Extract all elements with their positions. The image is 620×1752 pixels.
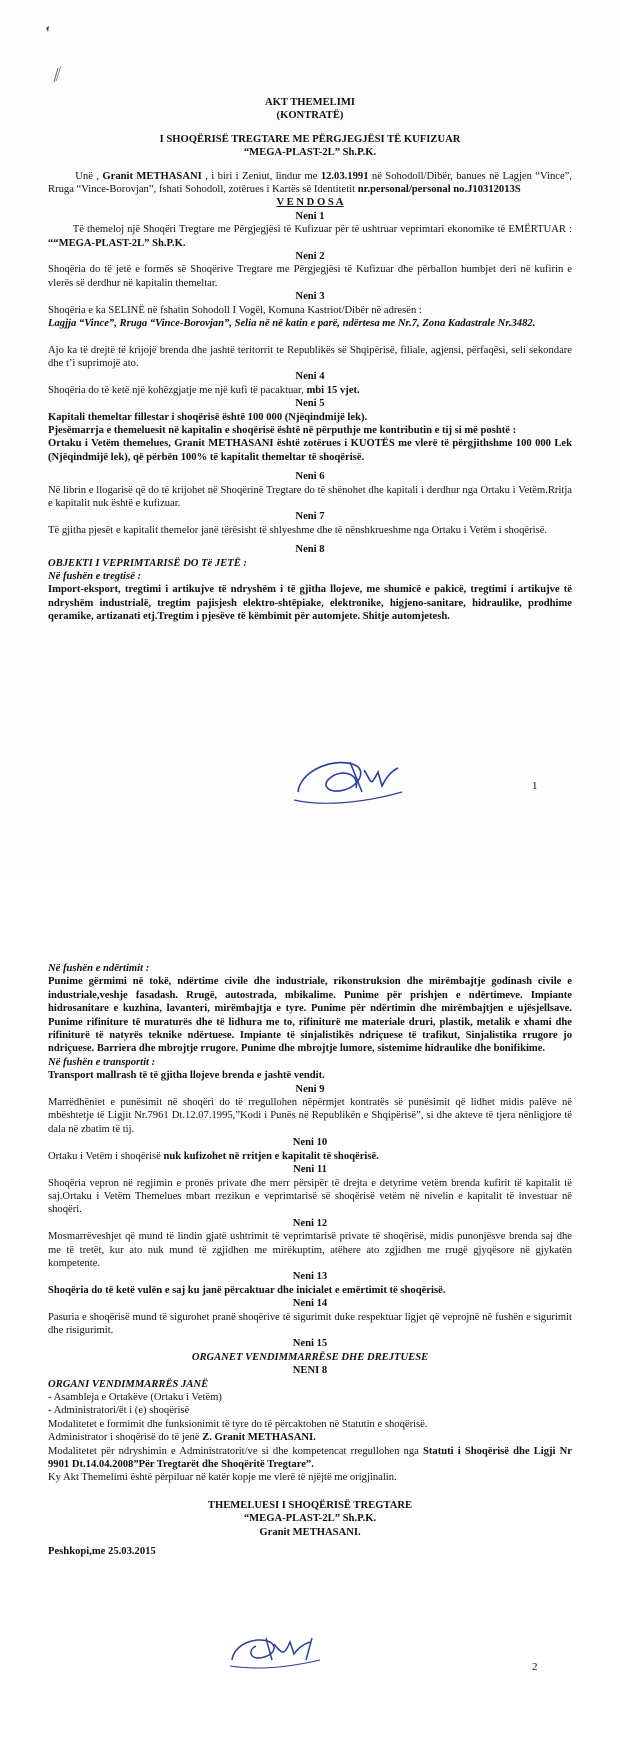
- governing-bodies-heading: ORGANET VENDIMMARRËSE DHE DREJTUESE: [191, 1351, 429, 1363]
- article-11-heading: Neni 11: [293, 1164, 327, 1176]
- activity-object-heading: OBJEKTI I VEPRIMTARISË DO Të JETË :: [48, 557, 247, 569]
- transport-field-heading: Në fushën e transportit :: [48, 1056, 156, 1068]
- vendosa-heading: V E N D O S A: [276, 197, 344, 209]
- construction-activities: Punime gërmimi në tokë, ndërtime civile dhe industriale, rikonstruksion dhe mirëmbajtje godinash civile e industriale,veshje fasadash. Rrugë, autostrada, mbikalime. Punime për prishjen e ndërtimeve. Impiante hidrosanitare e kuzhina, lavanteri, mirëmbajtja e tyre. Punime për ndërtimin dhe mirëmbajtjen e ujësjellsave. Punime rifiniture të muraturës dhe të lidhura me to, rifiniturë me materiale druri, plastik, metalik e xhami dhe rifiniturë të natyrës teknike ndërtuese. Impiante të sinjalistikës ndriçuese të trafikut, Sinjalistika rrugore jo ndriçuese. Barriera dhe mbrojtje rrugore. Punime dhe mbrojtje lumore, sistemime hidraulike dhe bonifikime.: [48, 976, 572, 1055]
- article-5-quota: Ortaku i Vetëm themelues, Granit METHASANI është zotërues i KUOTËS me vlerë të përgjithshme 100 000 Lek (Njëqindmijë lek), që përbën 100% të kapitalit themeltar të shoqërisë.: [48, 438, 572, 463]
- article-8-reference: NENI 8: [292, 1365, 328, 1377]
- founder-name: Granit METHASANI: [102, 170, 202, 182]
- company-heading: I SHOQËRISË TREGTARE ME PËRGJEGJËSI TË KUFIZUAR: [159, 133, 461, 145]
- page1-text: [48, 96, 572, 624]
- intro-paragraph: Unë , Granit METHASANI , i biri i Zeniut, lindur me 12.03.1991 në Sohodoll/Dibër, banues në Lagjen “Vince”, Rruga “Vince-Borovjan”, fshati Sohodoll, zotërues i Kartës së Identitetit nr.personal/personal no.J10312013S: [48, 170, 573, 196]
- article-5-capital: Kapitali themeltar fillestar i shoqërisë është 100 000 (Njëqindmijë lek).: [48, 411, 368, 423]
- scan-mark-icon: [44, 24, 74, 84]
- article-1-text: Të themeloj një Shoqëri Tregtare me Përgjegjësi të Kufizuar për të ushtruar veprimtari ekonomike të EMËRTUAR : ““MEGA-PLAST-2L” Sh.P.K.: [48, 224, 572, 249]
- document-subtitle: (KONTRATË): [276, 110, 344, 122]
- article-13-text: Shoqëria do të ketë vulën e saj ku janë përcaktuar dhe inicialet e emërtimit të shoqërisë.: [48, 1284, 446, 1296]
- birth-date: 12.03.1991: [320, 170, 369, 182]
- article-4-heading: Neni 4: [295, 371, 325, 383]
- article-12-text: Mosmarrëveshjet që mund të lindin gjatë ushtrimit të veprimtarisë private të shoqërisë, midis punonjësve brenda saj dhe me të tretët, kur ato nuk mund të zgjidhen me mirëkuptim, atëhere ato zgjidhen me rrugë gjyqësore në gjykatën kompetente.: [48, 1231, 572, 1269]
- body-item-assembly: - Asambleja e Ortakëve (Ortaku i Vetëm): [48, 1392, 222, 1403]
- article-4-text: Shoqëria do të ketë një kohëzgjatje me një kufi të pacaktuar, mbi 15 vjet.: [48, 384, 360, 396]
- article-8-heading: Neni 8: [295, 544, 325, 556]
- copies-line: Ky Akt Themelimi është përpiluar në katër kopje me vlerë të njëjtë me origjinalin.: [48, 1472, 397, 1484]
- article-1-heading: Neni 1: [295, 210, 325, 222]
- article-10-heading: Neni 10: [292, 1137, 328, 1149]
- article-3-text: Shoqëria e ka SELINË në fshatin Sohodoll I Vogël, Komuna Kastriot/Dibër në adresën :: [48, 304, 422, 316]
- signature-icon: [226, 1630, 326, 1672]
- article-2-text: Shoqëria do të jetë e formës së Shoqërive Tregtare me Përgjegjësi të Kufizuar dhe përballon humbjet deri në kufirin e vlerës së derdhur në kapitalin themeltar.: [48, 264, 572, 289]
- trade-field-heading: Në fushën e tregtisë :: [48, 571, 141, 582]
- article-13-heading: Neni 13: [292, 1271, 328, 1283]
- place-date: Peshkopi,me 25.03.2015: [48, 1546, 156, 1558]
- article-7-heading: Neni 7: [295, 511, 325, 523]
- trade-activities: Import-eksport, tregtimi i artikujve të ndryshëm i të gjitha llojeve, me shumicë e pakicë, tregtimi i artikujve të ndryshëm industrialë, tregtim pajisjesh elektro-shtëpiake, elektronike, higjeno-sanitare, hidraulike, prodhime qeramike, artizanati etj.Tregtim i pjesëve të këmbimit për automjete. Shitje automjetesh.: [48, 584, 572, 623]
- page-number: 1: [532, 780, 538, 792]
- decision-bodies-title: ORGANI VENDIMMARRËS JANË: [48, 1378, 209, 1390]
- article-5-participation: Pjesëmarrja e themeluesit në kapitalin e shoqërisë është në përputhje me kontributin e tij si më poshtë :: [48, 424, 517, 436]
- article-12-heading: Neni 12: [292, 1217, 328, 1229]
- article-9-heading: Neni 9: [295, 1083, 325, 1095]
- organs-modalities: Modalitetet e formimit dhe funksionimit të tyre do të përcaktohen në Statutin e shoqërisë.: [48, 1418, 428, 1430]
- article-5-heading: Neni 5: [295, 398, 325, 410]
- seat-address: Lagjja “Vince”, Rruga “Vince-Borovjan”, Selia në në katin e parë, ndërtesa me Nr.7, Zona Kadastrale Nr.3482.: [48, 318, 536, 330]
- article-9-text: Marrëdhëniet e punësimit në shoqëri do të rregullohen nëpërmjet kontratës së punësimit që lidhet midis palëve në mbështetje të Ligjit Nr.7961 Dt.12.07.1995,”Kodi i Punës në Republikën e Shqipërisë”, si dhe akteve të tjera nënligjore të dala në zbatim të tij.: [48, 1097, 572, 1135]
- administrator-change-line: Modalitetet për ndryshimin e Administratorit/ve si dhe kompetencat rregullohen nga Statuti i Shoqërisë dhe Ligji Nr 9901 Dt.14.04.2008”Për Tregtarët dhe Shoqëritë Tregtare”.: [48, 1445, 572, 1471]
- article-14-heading: Neni 14: [292, 1298, 328, 1310]
- document-title: AKT THEMELIMI: [265, 97, 355, 108]
- founder-signature-name: Granit METHASANI.: [259, 1526, 361, 1538]
- page2-text: [48, 962, 572, 1558]
- body-item-administrator: - Administratori/ët i (e) shoqërisë: [48, 1405, 190, 1417]
- article-11-text: Shoqëria vepron në regjimin e pronës private dhe merr përsipër të drejta e detyrime vetëm brenda kufirit të kapitalit të saj.Ortaku i Vetëm Themelues mbart rrezikun e veprimtarisë së shoqërisë vetëm në nivelin e kapitalit të investuar në shoqëri.: [48, 1177, 572, 1216]
- document-page-2: [0, 880, 620, 1752]
- founder-company: “MEGA-PLAST-2L” Sh.P.K.: [243, 1513, 377, 1525]
- construction-field-heading: Në fushën e ndërtimit :: [48, 963, 150, 974]
- article-6-text: Në librin e llogarisë që do të krijohet në Shoqërinë Tregtare do të shënohet dhe kapitali i derdhur nga Ortaku i Vetëm.Rritja e kapitalit nuk është e kufizuar.: [48, 484, 572, 509]
- article-15-heading: Neni 15: [292, 1338, 328, 1350]
- founder-title: THEMELUESI I SHOQËRISË TREGTARE: [207, 1499, 413, 1511]
- page-number: 2: [532, 1661, 538, 1673]
- article-6-heading: Neni 6: [295, 471, 325, 483]
- article-3-branches: Ajo ka të drejtë të krijojë brenda dhe jashtë teritorrit te Republikës së Shqipërisë, filiale, agjensi, përfaqësi, seli sekondare dhe t’i suprimojë ato.: [48, 344, 572, 369]
- article-10-text: Ortaku i Vetëm i shoqërisë nuk kufizohet në rritjen e kapitalit të shoqërisë.: [48, 1150, 379, 1162]
- article-2-heading: Neni 2: [295, 251, 325, 263]
- id-number: nr.personal/personal no.J10312013S: [357, 184, 521, 196]
- company-name: “MEGA-PLAST-2L” Sh.P.K.: [243, 147, 377, 159]
- article-3-heading: Neni 3: [295, 291, 325, 303]
- article-7-text: Të gjitha pjesët e kapitalit themelor janë tërësisht të shlyeshme dhe të nënshkrueshme nga Ortaku i Vetëm i shoqërisë.: [48, 524, 548, 536]
- article-14-text: Pasuria e shoqërisë mund të sigurohet pranë shoqërive të sigurimit duke respektuar ligjet që veprojnë në fushën e sigurimit dhe risigurimit.: [48, 1311, 572, 1336]
- signature-icon: [290, 752, 410, 810]
- transport-activities: Transport mallrash të të gjitha llojeve brenda e jashtë vendit.: [48, 1070, 325, 1082]
- administrator-line: Administrator i shoqërisë do të jenë Z. Granit METHASANI.: [48, 1432, 316, 1444]
